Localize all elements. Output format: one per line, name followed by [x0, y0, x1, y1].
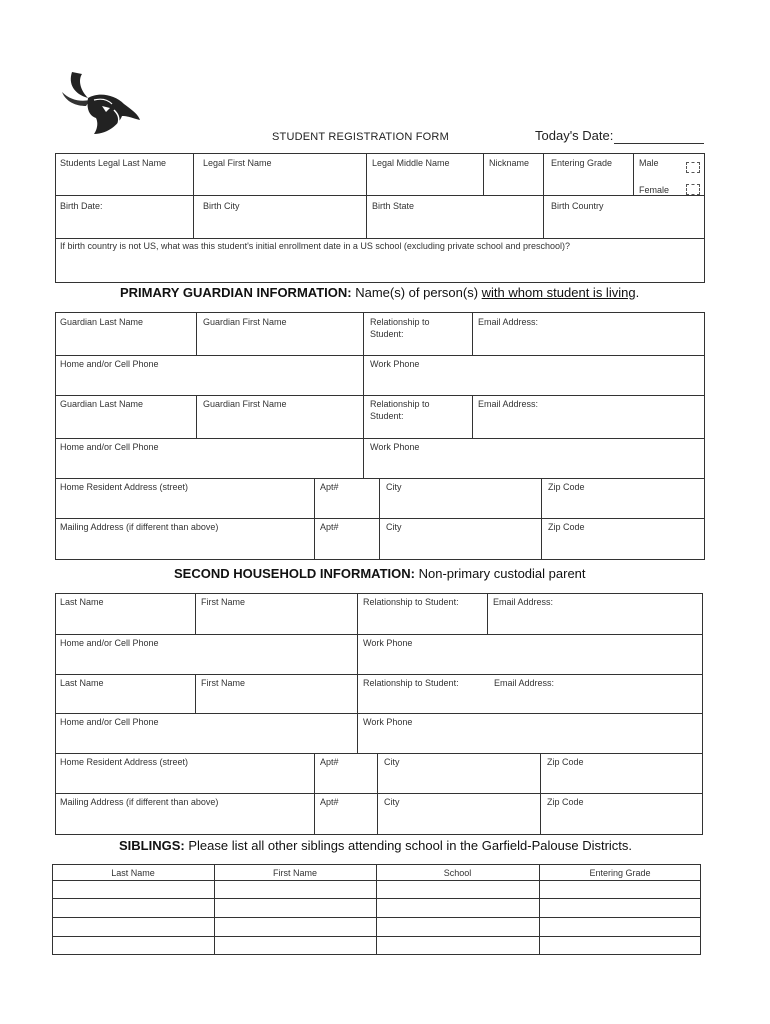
enrollment-date-field[interactable]: If birth country is not US, what was this student's initial enrollment date in a US school (excluding private school and preschool)?	[60, 241, 570, 251]
second-mailing-address-field[interactable]: Mailing Address (if different than above)	[60, 797, 219, 807]
guardian1-email-field[interactable]: Email Address:	[478, 317, 539, 327]
male-checkbox[interactable]	[686, 162, 700, 173]
second2-home-phone-field[interactable]: Home and/or Cell Phone	[60, 717, 159, 727]
birth-city-field[interactable]: Birth City	[203, 201, 240, 211]
viking-head-logo-icon	[58, 70, 142, 136]
second-mailing-city-field[interactable]: City	[384, 797, 400, 807]
sibling-row-3[interactable]	[52, 917, 701, 936]
second1-email-field[interactable]: Email Address:	[493, 597, 554, 607]
form-title: STUDENT REGISTRATION FORM	[272, 131, 449, 143]
female-checkbox[interactable]	[686, 184, 700, 195]
guardian2-home-phone-field[interactable]: Home and/or Cell Phone	[60, 442, 159, 452]
second-home-zip-field[interactable]: Zip Code	[547, 757, 584, 767]
todays-date-label: Today's Date:	[535, 128, 614, 143]
second1-home-phone-field[interactable]: Home and/or Cell Phone	[60, 638, 159, 648]
todays-date-field[interactable]	[614, 143, 704, 144]
second-household-heading: SECOND HOUSEHOLD INFORMATION: Non-primary custodial parent	[174, 566, 586, 581]
primary-mailing-address-field[interactable]: Mailing Address (if different than above)	[60, 522, 219, 532]
primary-guardian-heading: PRIMARY GUARDIAN INFORMATION: Name(s) of person(s) with whom student is living.	[120, 285, 640, 300]
birth-country-field[interactable]: Birth Country	[551, 201, 604, 211]
legal-last-name-field[interactable]: Students Legal Last Name	[60, 158, 167, 168]
birth-date-field[interactable]: Birth Date:	[60, 201, 103, 211]
second-home-apt-field[interactable]: Apt#	[320, 757, 339, 767]
siblings-col-first-name: First Name	[272, 868, 317, 878]
birth-state-field[interactable]: Birth State	[372, 201, 415, 211]
primary-home-address-field[interactable]: Home Resident Address (street)	[60, 482, 189, 492]
second1-work-phone-field[interactable]: Work Phone	[363, 638, 413, 648]
primary-home-zip-field[interactable]: Zip Code	[548, 482, 585, 492]
male-label: Male	[639, 158, 659, 168]
guardian2-last-name-field[interactable]: Guardian Last Name	[60, 399, 144, 409]
sibling-row-2[interactable]	[52, 898, 701, 917]
second-mailing-apt-field[interactable]: Apt#	[320, 797, 339, 807]
second2-email-field[interactable]: Email Address:	[494, 678, 555, 688]
siblings-col-entering-grade: Entering Grade	[589, 868, 651, 878]
student-info-table	[55, 153, 705, 283]
sibling-row-4[interactable]	[52, 936, 701, 955]
primary-mailing-city-field[interactable]: City	[386, 522, 402, 532]
siblings-col-last-name: Last Name	[111, 868, 155, 878]
primary-mailing-zip-field[interactable]: Zip Code	[548, 522, 585, 532]
guardian2-relationship-field[interactable]: Relationship to Student:	[370, 399, 430, 421]
primary-home-city-field[interactable]: City	[386, 482, 402, 492]
primary-mailing-apt-field[interactable]: Apt#	[320, 522, 339, 532]
guardian2-work-phone-field[interactable]: Work Phone	[370, 442, 420, 452]
guardian2-email-field[interactable]: Email Address:	[478, 399, 539, 409]
second2-relationship-field[interactable]: Relationship to Student:	[363, 678, 459, 688]
guardian1-last-name-field[interactable]: Guardian Last Name	[60, 317, 144, 327]
siblings-heading: SIBLINGS: Please list all other siblings attending school in the Garfield-Palouse Districts.	[119, 838, 633, 853]
second-mailing-zip-field[interactable]: Zip Code	[547, 797, 584, 807]
female-label: Female	[639, 185, 670, 195]
siblings-col-school: School	[443, 868, 472, 878]
second-home-address-field[interactable]: Home Resident Address (street)	[60, 757, 189, 767]
sibling-row-1[interactable]	[52, 880, 701, 898]
nickname-field[interactable]: Nickname	[489, 158, 530, 168]
guardian1-relationship-field[interactable]: Relationship to Student:	[370, 317, 430, 339]
entering-grade-field[interactable]: Entering Grade	[551, 158, 613, 168]
primary-home-apt-field[interactable]: Apt#	[320, 482, 339, 492]
guardian2-first-name-field[interactable]: Guardian First Name	[203, 399, 287, 409]
second2-work-phone-field[interactable]: Work Phone	[363, 717, 413, 727]
second2-last-name-field[interactable]: Last Name	[60, 678, 104, 688]
guardian1-work-phone-field[interactable]: Work Phone	[370, 359, 420, 369]
second2-first-name-field[interactable]: First Name	[201, 678, 246, 688]
second-home-city-field[interactable]: City	[384, 757, 400, 767]
guardian1-first-name-field[interactable]: Guardian First Name	[203, 317, 287, 327]
second1-relationship-field[interactable]: Relationship to Student:	[363, 597, 459, 607]
second1-last-name-field[interactable]: Last Name	[60, 597, 104, 607]
legal-first-name-field[interactable]: Legal First Name	[203, 158, 272, 168]
guardian1-home-phone-field[interactable]: Home and/or Cell Phone	[60, 359, 159, 369]
legal-middle-name-field[interactable]: Legal Middle Name	[372, 158, 450, 168]
second1-first-name-field[interactable]: First Name	[201, 597, 246, 607]
